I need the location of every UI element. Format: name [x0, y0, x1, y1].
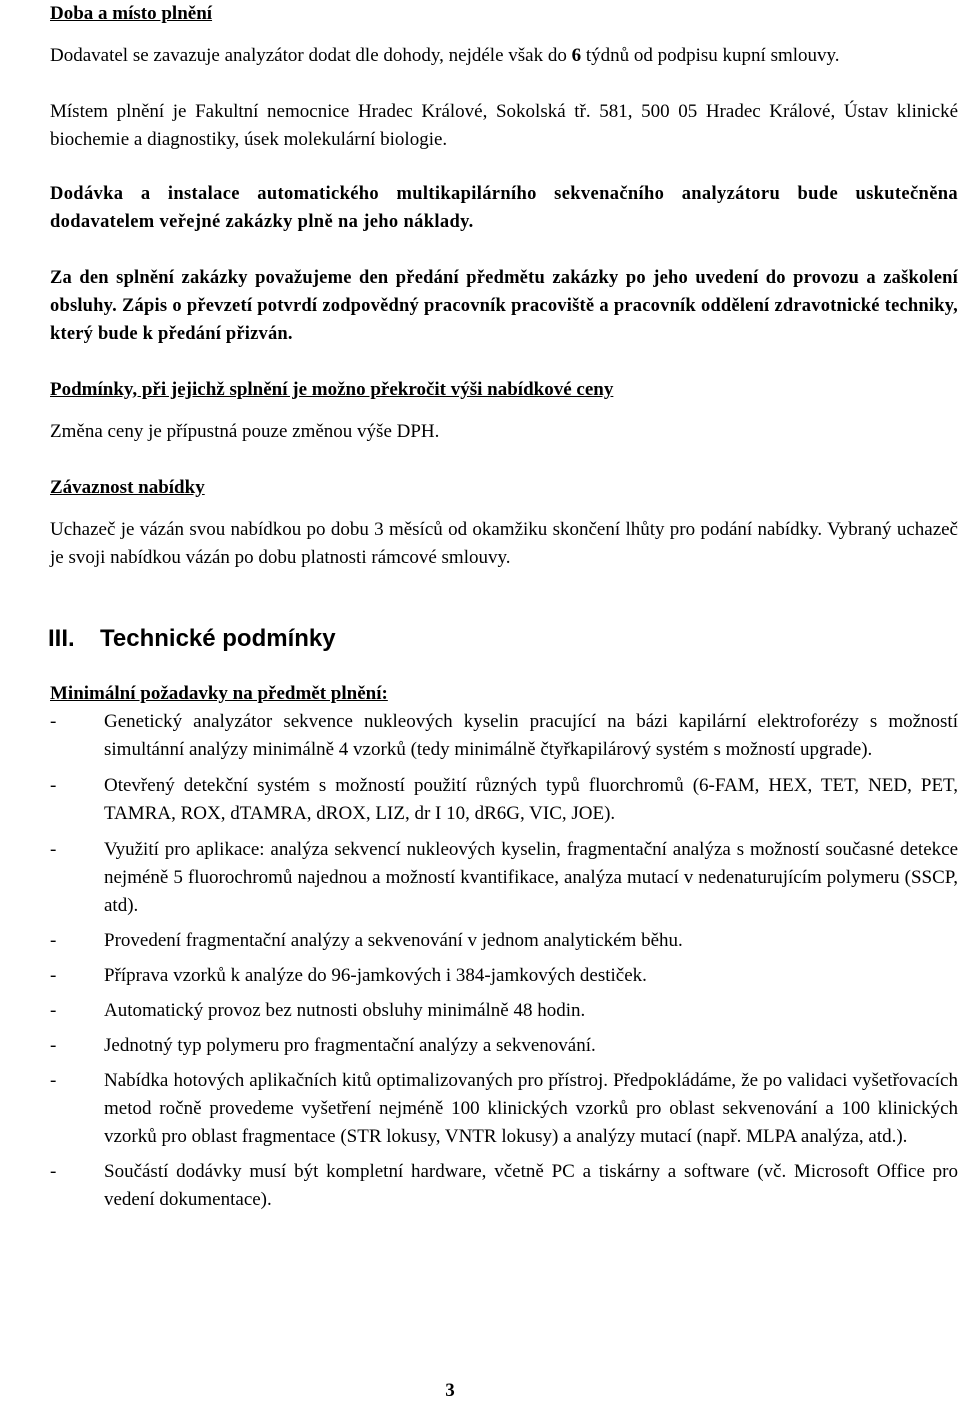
- doba-paragraph-3: [50, 180, 958, 236]
- doba-paragraph-4: [50, 264, 958, 348]
- doba-paragraph-1: [50, 42, 958, 70]
- list-item-text: Automatický provoz bez nutnosti obsluhy minimálně 48 hodin.: [104, 1000, 586, 1021]
- podminky-text: Změna ceny je přípustná pouze změnou výše DPH.: [50, 421, 440, 442]
- doba-p1-end: týdnů od podpisu kupní smlouvy.: [581, 45, 840, 66]
- page-number: 3: [445, 1380, 455, 1401]
- list-item: [50, 1158, 958, 1214]
- list-dash: -: [50, 839, 57, 860]
- list-dash: -: [50, 1035, 57, 1056]
- list-dash: -: [50, 1161, 57, 1182]
- podminky-heading-block: [50, 376, 958, 404]
- list-dash: -: [50, 1000, 57, 1021]
- list-dash: -: [50, 965, 57, 986]
- list-item: [50, 1032, 958, 1060]
- list-item-text: Jednotný typ polymeru pro fragmentační analýzy a sekvenování.: [104, 1035, 596, 1056]
- doba-heading: Doba a místo plnění: [50, 3, 213, 24]
- list-item-text: Genetický analyzátor sekvence nukleových kyselin pracující na bázi kapilární elektroforézy s možností simultánní analýzy minimálně 4 vzorků (tedy minimálně čtyřkapilárový systém s možností upgrade).: [104, 711, 958, 760]
- podminky-text-block: [50, 418, 958, 446]
- section-title: [50, 624, 958, 654]
- list-dash: -: [50, 711, 57, 732]
- requirements-heading: Minimální požadavky na předmět plnění:: [50, 683, 388, 704]
- doba-paragraph-2: [50, 98, 958, 154]
- doba-heading-block: [50, 0, 958, 28]
- list-item-text: Otevřený detekční systém s možností použití různých typů fluorchromů (6-FAM, HEX, TET, NED, PET, TAMRA, ROX, dTAMRA, dROX, LIZ, dr I 10, dR6G, VIC, JOE).: [104, 775, 958, 824]
- list-item: [50, 836, 958, 920]
- section-number: III.: [48, 625, 75, 652]
- list-item-text: Součástí dodávky musí být kompletní hardware, včetně PC a tiskárny a software (vč. Microsoft Office pro vedení dokumentace).: [104, 1161, 958, 1210]
- list-item-text: Příprava vzorků k analýze do 96-jamkových i 384-jamkových destiček.: [104, 965, 647, 986]
- list-dash: -: [50, 930, 57, 951]
- list-item: [50, 927, 958, 955]
- doba-p3-text: Dodávka a instalace automatického multikapilárního sekvenačního analyzátoru bude uskutečněna dodavatelem veřejné zakázky plně na jeho náklady.: [50, 184, 958, 232]
- zavaznost-text: Uchazeč je vázán svou nabídkou po dobu 3 měsíců od okamžiku skončení lhůty pro podání nabídky. Vybraný uchazeč je svoji nabídkou vázán po dobu platnosti rámcové smlouvy.: [50, 519, 958, 568]
- doba-p1-start: Dodavatel se zavazuje analyzátor dodat dle dohody, nejdéle však do: [50, 45, 572, 66]
- zavaznost-heading-block: [50, 474, 958, 502]
- requirements-heading-block: [50, 680, 958, 708]
- list-item-text: Provedení fragmentační analýzy a sekvenování v jednom analytickém běhu.: [104, 930, 683, 951]
- list-item-text: Nabídka hotových aplikačních kitů optimalizovaných pro přístroj. Předpokládáme, že po validaci vyšetřovacích metod ročně provedeme vyšetření nejméně 100 klinických vzorků pro oblast sekvenování a 100 klinických vzorků pro oblast fragmentace (STR lokusy, VNTR lokusy) a analýzy mutací (např. MLPA analýza, atd.).: [104, 1070, 958, 1147]
- podminky-heading: Podmínky, při jejichž splnění je možno překročit výši nabídkové ceny: [50, 379, 614, 400]
- zavaznost-text-block: [50, 516, 958, 572]
- list-item: [50, 962, 958, 990]
- list-dash: -: [50, 1070, 57, 1091]
- list-dash: -: [50, 775, 57, 796]
- doba-p2-text: Místem plnění je Fakultní nemocnice Hradec Králové, Sokolská tř. 581, 500 05 Hradec Králové, Ústav klinické biochemie a diagnostiky, úsek molekulární biologie.: [50, 101, 958, 150]
- doba-p4-text: Za den splnění zakázky považujeme den předání předmětu zakázky po jeho uvedení do provozu a zaškolení obsluhy. Zápis o převzetí potvrdí zodpovědný pracovník pracoviště a pracovník oddělení zdravotnické techniky, který bude k předání přizván.: [50, 268, 958, 344]
- list-item: [50, 708, 958, 764]
- list-item-text: Využití pro aplikace: analýza sekvencí nukleových kyselin, fragmentační analýza s možností současné detekce nejméně 5 fluorochromů najednou a možností kvantifikace, analýza mutací v nedenaturujícím polymeru (SSCP, atd).: [104, 839, 958, 916]
- requirements-list: [50, 708, 958, 1214]
- doba-p1-weeks: 6: [571, 45, 582, 66]
- list-item: [50, 772, 958, 828]
- section-title-text: Technické podmínky: [100, 625, 336, 652]
- zavaznost-heading: Závaznost nabídky: [50, 477, 205, 498]
- list-item: [50, 997, 958, 1025]
- list-item: [50, 1067, 958, 1151]
